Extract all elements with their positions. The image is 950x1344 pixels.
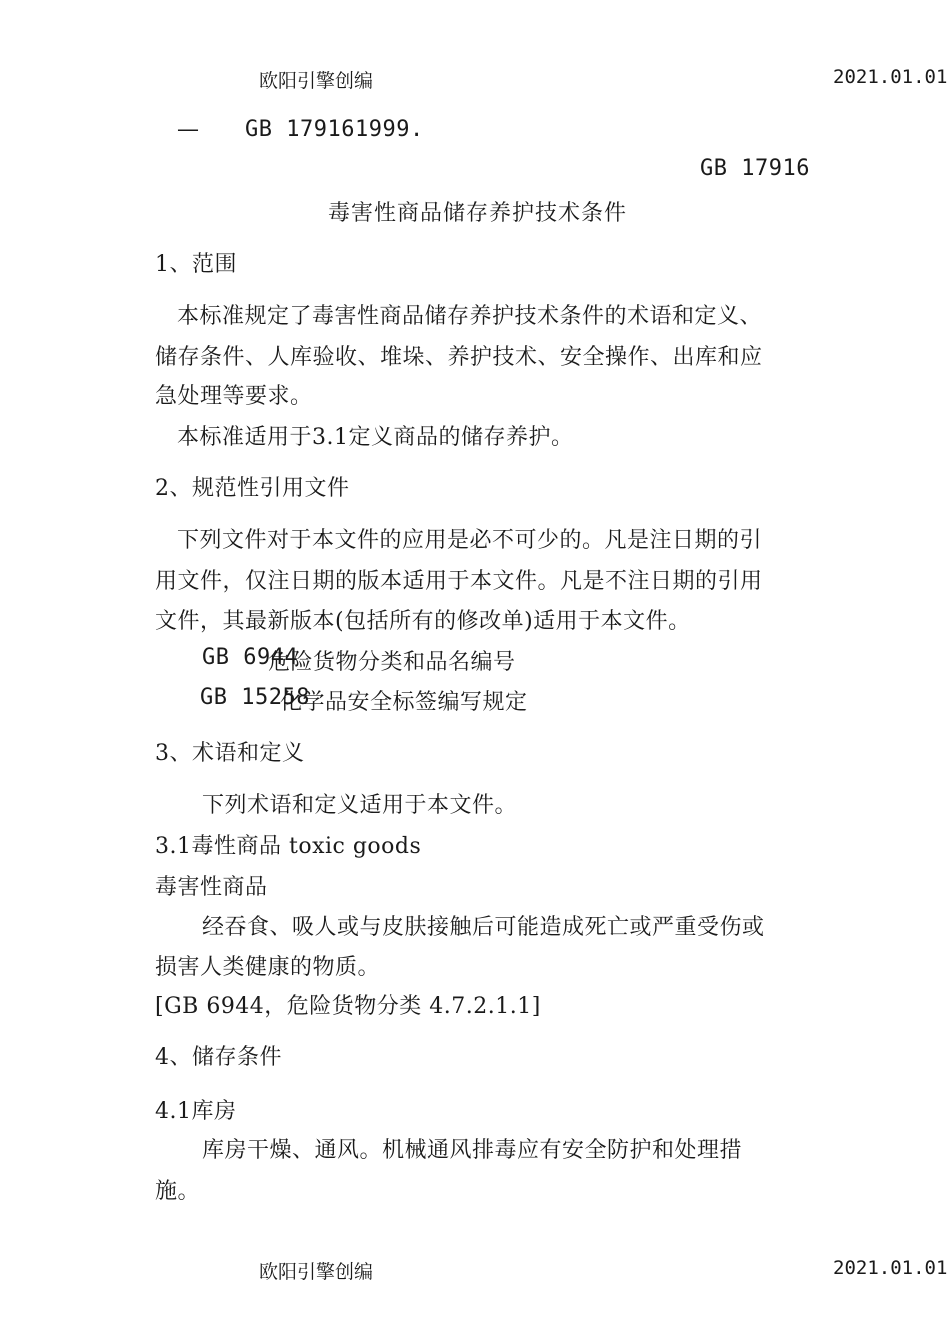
term-3-1-definition-line-2: 损害人类健康的物质。 <box>155 955 381 980</box>
reference-1-code: GB 6944 <box>202 645 299 670</box>
section-3-heading: 3、术语和定义 <box>155 741 305 766</box>
section-1-para-1-line-2: 储存条件、人库验收、堆垛、养护技术、安全操作、出库和应 <box>155 345 763 370</box>
standard-code-right: GB 17916 <box>700 156 810 181</box>
header-date: 2021.01.01 <box>833 66 948 88</box>
section-4-1-para-line-1: 库房干燥、通风。机械通风排毒应有安全防护和处理措 <box>202 1138 743 1163</box>
reference-2-title: 化学品安全标签编写规定 <box>280 690 528 715</box>
top-dash: — <box>177 117 200 142</box>
term-3-1-alternative: 毒害性商品 <box>155 875 268 900</box>
section-1-para-1-line-1: 本标准规定了毒害性商品储存养护技术条件的术语和定义、 <box>177 304 763 329</box>
section-2-para-line-1: 下列文件对于本文件的应用是必不可少的。凡是注日期的引 <box>177 528 763 553</box>
section-2-para-line-2: 用文件，仅注日期的版本适用于本文件。凡是不注日期的引用 <box>155 569 763 594</box>
top-standard-code: GB 179161999. <box>245 117 424 142</box>
term-3-1: 3.1毒性商品 toxic goods <box>155 834 422 859</box>
section-4-1-para-line-2: 施。 <box>155 1179 201 1204</box>
document-title: 毒害性商品储存养护技术条件 <box>328 201 628 226</box>
section-2-para-line-3: 文件，其最新版本(包括所有的修改单)适用于本文件。 <box>155 609 691 634</box>
section-1-para-1-line-3: 急处理等要求。 <box>155 384 313 409</box>
section-4-1-heading: 4.1库房 <box>155 1099 237 1124</box>
section-1-heading: 1、范围 <box>155 252 237 277</box>
footer-date: 2021.01.01 <box>833 1257 948 1279</box>
reference-1-title: 危险货物分类和品名编号 <box>268 650 516 675</box>
section-1-para-2: 本标准适用于3.1定义商品的储存养护。 <box>177 425 574 450</box>
section-3-para: 下列术语和定义适用于本文件。 <box>202 793 518 818</box>
section-2-heading: 2、规范性引用文件 <box>155 476 350 501</box>
header-author: 欧阳引擎创编 <box>259 70 374 92</box>
section-4-heading: 4、储存条件 <box>155 1045 282 1070</box>
term-3-1-definition-line-1: 经吞食、吸人或与皮肤接触后可能造成死亡或严重受伤或 <box>202 915 765 940</box>
footer-author: 欧阳引擎创编 <box>259 1261 374 1283</box>
reference-2-code: GB 15258 <box>200 685 310 710</box>
term-3-1-reference: [GB 6944，危险货物分类 4.7.2.1.1] <box>155 994 541 1019</box>
